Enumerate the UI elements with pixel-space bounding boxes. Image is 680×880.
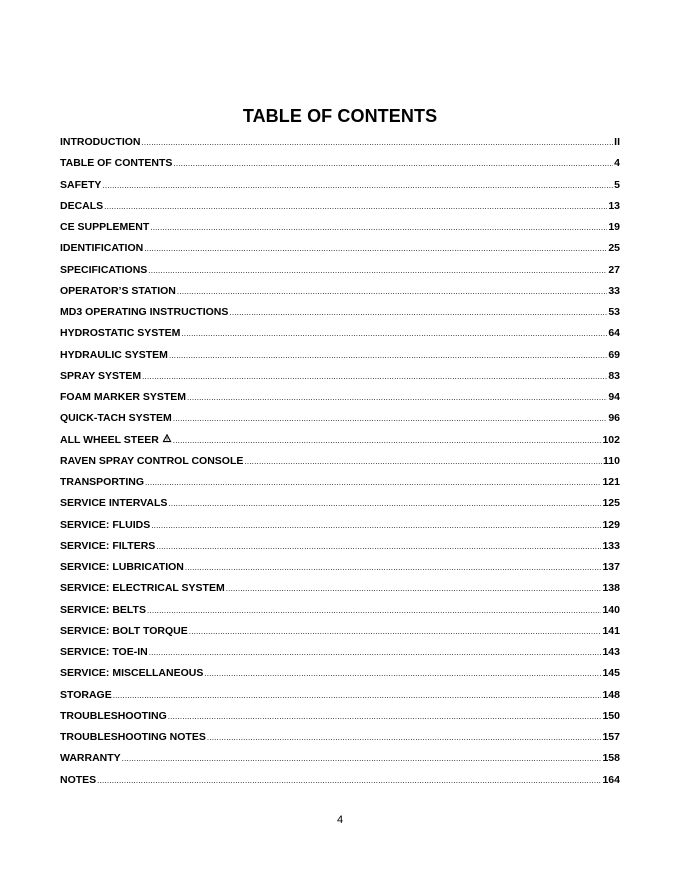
toc-entry[interactable] — [60, 175, 620, 196]
toc-entry[interactable] — [60, 536, 620, 557]
toc-entry-label: SERVICE: BOLT TORQUE — [60, 624, 188, 637]
toc-entry-label: TROUBLESHOOTING — [60, 709, 167, 722]
toc-entry-page: 137 — [602, 561, 620, 573]
toc-entry-page: 157 — [602, 731, 620, 743]
toc-entry-page: 96 — [608, 412, 620, 425]
toc-entry[interactable] — [60, 302, 620, 323]
toc-entry[interactable] — [60, 430, 620, 451]
toc-entry-label: RAVEN SPRAY CONTROL CONSOLE — [60, 454, 244, 467]
toc-entry-label: SERVICE: TOE-IN — [60, 646, 148, 658]
dot-leader — [173, 153, 613, 174]
toc-entry[interactable] — [60, 621, 620, 642]
dot-leader — [244, 451, 602, 472]
dot-leader — [151, 515, 601, 536]
toc-entry-page: 53 — [608, 306, 620, 318]
toc-entry[interactable] — [60, 451, 620, 472]
toc-entry[interactable] — [60, 557, 620, 578]
toc-entry[interactable] — [60, 663, 620, 684]
toc-entry[interactable] — [60, 472, 620, 493]
toc-entry-label: WARRANTY — [60, 752, 121, 765]
toc-entry[interactable] — [60, 217, 620, 238]
toc-entry-label: TROUBLESHOOTING NOTES — [60, 731, 206, 743]
toc-entry-page: 102 — [602, 433, 620, 446]
toc-entry[interactable] — [60, 366, 620, 387]
toc-entry-page: 19 — [608, 221, 620, 233]
toc-entry-label: FOAM MARKER SYSTEM — [60, 391, 186, 403]
dot-leader — [185, 557, 602, 578]
dot-leader — [102, 175, 613, 196]
dot-leader — [142, 132, 614, 153]
dot-leader — [142, 366, 607, 387]
toc-entry-page: 69 — [608, 348, 620, 361]
toc-entry[interactable] — [60, 387, 620, 408]
toc-entry-label: SERVICE: FLUIDS — [60, 518, 151, 531]
dot-leader — [144, 238, 607, 259]
dot-leader — [113, 685, 602, 706]
toc-entry-label: SERVICE: BELTS — [60, 603, 146, 616]
toc-entry-page: 121 — [602, 476, 620, 488]
toc-entry-page: 13 — [608, 199, 620, 212]
dot-leader — [122, 748, 602, 769]
dot-leader — [145, 472, 601, 493]
dot-leader — [97, 770, 601, 791]
toc-entry-page: 4 — [614, 157, 620, 170]
page-title: TABLE OF CONTENTS — [242, 106, 438, 126]
toc-entry-label: SERVICE: ELECTRICAL SYSTEM — [60, 582, 225, 595]
toc-entry-page: 164 — [602, 773, 620, 786]
toc-entry[interactable] — [60, 748, 620, 769]
toc-entry[interactable] — [60, 408, 620, 429]
toc-entry[interactable] — [60, 600, 620, 621]
toc-entry-label: TABLE OF CONTENTS — [60, 157, 173, 170]
toc-entry[interactable] — [60, 642, 620, 663]
dot-leader — [148, 260, 607, 281]
dot-leader — [226, 578, 602, 599]
toc-entry-label: NOTES — [60, 773, 97, 786]
dot-leader — [156, 536, 601, 557]
dot-leader — [150, 217, 607, 238]
toc-entry-label: SERVICE: FILTERS — [60, 539, 156, 552]
toc-entry-page: 141 — [602, 624, 620, 637]
dot-leader — [207, 727, 602, 748]
dot-leader — [187, 387, 607, 408]
toc-entry[interactable] — [60, 260, 620, 281]
toc-entry-page: 83 — [608, 369, 620, 382]
toc-entry[interactable] — [60, 196, 620, 217]
toc-entry-label: IDENTIFICATION — [60, 242, 144, 255]
toc-entry-label: STORAGE — [60, 688, 112, 701]
toc-entry[interactable] — [60, 345, 620, 366]
toc-entry-label: HYDROSTATIC SYSTEM — [60, 327, 181, 340]
toc-entry-label: QUICK-TACH SYSTEM — [60, 412, 172, 425]
dot-leader — [168, 706, 602, 727]
toc-entry-page: 64 — [608, 327, 620, 340]
toc-entry[interactable] — [60, 281, 620, 302]
toc-entry-label: MD3 OPERATING INSTRUCTIONS — [60, 306, 229, 318]
toc-entry-label: TRANSPORTING — [60, 476, 144, 488]
toc-entry-page: 145 — [602, 667, 620, 680]
toc-entry-page: 94 — [608, 391, 620, 403]
toc-entry-page: 150 — [602, 709, 620, 722]
dot-leader — [189, 621, 602, 642]
toc-entry-label: DECALS — [60, 199, 104, 212]
dot-leader — [181, 323, 607, 344]
dot-leader — [169, 345, 607, 366]
page-number: 4 — [336, 814, 344, 826]
dot-leader — [229, 302, 607, 323]
toc-entry-label: CE SUPPLEMENT — [60, 221, 150, 233]
toc-entry-page: 33 — [608, 284, 620, 297]
toc-entry-page: 125 — [602, 497, 620, 510]
dot-leader — [104, 196, 607, 217]
toc-entry[interactable] — [60, 578, 620, 599]
dot-leader — [204, 663, 601, 684]
toc-entry-page: 5 — [614, 178, 620, 191]
dot-leader — [173, 430, 602, 451]
toc-entry-label: INTRODUCTION — [60, 136, 141, 148]
dot-leader — [168, 493, 601, 514]
toc-entry[interactable] — [60, 770, 620, 791]
toc-entry[interactable] — [60, 493, 620, 514]
toc-entry-page: 27 — [608, 263, 620, 276]
toc-entry-page: 129 — [602, 518, 620, 531]
warning-triangle-icon — [162, 433, 172, 443]
toc-entry-page: 110 — [603, 454, 620, 467]
toc-entry[interactable] — [60, 515, 620, 536]
toc-entry-label: SERVICE: LUBRICATION — [60, 561, 184, 573]
toc-entry[interactable] — [60, 153, 620, 174]
toc-entry-label: ALL WHEEL STEER — [60, 433, 159, 446]
toc-entry-label: SPECIFICATIONS — [60, 263, 148, 276]
toc-entry-page: 138 — [602, 582, 620, 595]
toc-entry[interactable] — [60, 238, 620, 259]
toc-entry-page: 25 — [608, 242, 620, 255]
dot-leader — [147, 600, 602, 621]
toc-entry[interactable] — [60, 132, 620, 153]
toc-entry-page: 148 — [602, 688, 620, 701]
toc-entry-page: 143 — [602, 646, 620, 658]
toc-entry-label: SPRAY SYSTEM — [60, 369, 142, 382]
toc-entry[interactable] — [60, 323, 620, 344]
toc-entry-label: SAFETY — [60, 178, 102, 191]
toc-entry-label: SERVICE: MISCELLANEOUS — [60, 667, 204, 680]
toc-entry-page: II — [614, 136, 620, 148]
toc-entry-page: 140 — [602, 603, 620, 616]
toc-entry[interactable] — [60, 706, 620, 727]
toc-entry-label: SERVICE INTERVALS — [60, 497, 168, 510]
toc-entry[interactable] — [60, 727, 620, 748]
toc-list — [60, 132, 620, 791]
toc-entry-label: HYDRAULIC SYSTEM — [60, 348, 168, 361]
toc-entry-page: 133 — [602, 539, 620, 552]
toc-entry[interactable] — [60, 685, 620, 706]
toc-entry-label: OPERATOR’S STATION — [60, 284, 176, 297]
dot-leader — [149, 642, 602, 663]
toc-entry-page: 158 — [602, 752, 620, 765]
dot-leader — [173, 408, 608, 429]
dot-leader — [177, 281, 607, 302]
